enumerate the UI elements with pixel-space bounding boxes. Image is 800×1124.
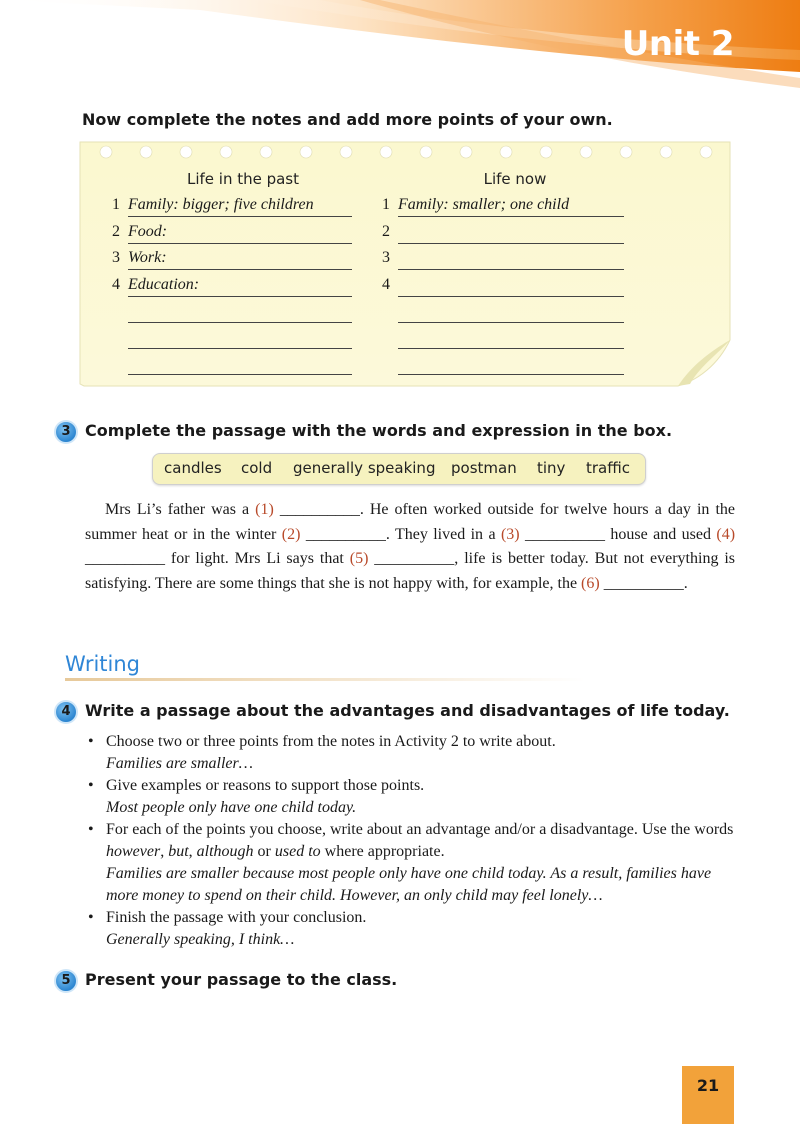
row-number: 3 — [112, 249, 120, 266]
passage-text: __________ house and used — [519, 525, 717, 543]
row-number: 1 — [112, 196, 120, 213]
past-row-text: Food: — [128, 223, 352, 244]
bullet-dot-icon: • — [88, 821, 94, 838]
past-blank-line — [112, 302, 372, 324]
row-number: 2 — [382, 223, 390, 240]
separator: , — [188, 843, 197, 860]
blank-line — [398, 328, 624, 349]
bullet-text-part: where appropriate. — [320, 843, 445, 860]
bullet-example: Generally speaking, I think… — [106, 931, 295, 948]
past-blank-line — [112, 354, 372, 376]
activity-3-instruction: Complete the passage with the words and expression in the box. — [85, 421, 673, 440]
passage-text: __________. — [599, 574, 688, 592]
row-number: 4 — [382, 276, 390, 293]
bullet-text: Give examples or reasons to support those points. — [106, 777, 425, 794]
activity-3-passage — [85, 498, 735, 596]
bullet-item — [88, 775, 738, 819]
row-number: 4 — [112, 276, 120, 293]
now-row — [382, 196, 642, 218]
bullet-item — [88, 907, 738, 951]
bullet-text: Choose two or three points from the notes in Activity 2 to write about. — [106, 733, 556, 750]
past-row — [112, 196, 372, 218]
bullet-example: Families are smaller because most people only have one child today. As a result, families have more money to spend on their child. However, an only child may feel lonely… — [106, 865, 712, 904]
word-item: cold — [241, 459, 273, 477]
notes-paper — [78, 140, 734, 388]
passage-text: __________ for light. Mrs Li says that — [85, 550, 350, 567]
word-item: generally speaking — [293, 459, 436, 477]
blank-number: (1) — [255, 501, 274, 518]
blank-line — [128, 354, 352, 375]
bullet-dot-icon: • — [88, 733, 94, 750]
blank-number: (4) — [716, 525, 736, 543]
now-row — [382, 223, 642, 245]
notes-instruction: Now complete the notes and add more points of your own. — [82, 110, 613, 129]
past-row — [112, 223, 372, 245]
passage-text: __________, life is better today. But not everything is satisfying. There are some things that she is not happy with, for example, the — [85, 550, 735, 592]
blank-number: (5) — [349, 550, 369, 567]
past-row-text: Education: — [128, 276, 352, 297]
past-blank-line — [112, 328, 372, 350]
bullet-text — [106, 819, 738, 863]
blank-number: (3) — [500, 525, 520, 543]
bullet-item — [88, 819, 738, 907]
word-box — [152, 453, 646, 485]
word-item: candles — [164, 459, 222, 477]
past-heading: Life in the past — [186, 170, 300, 188]
now-row-text — [398, 276, 624, 297]
now-blank-line — [382, 328, 642, 350]
bullet-example: Families are smaller… — [106, 755, 253, 772]
now-row — [382, 249, 642, 271]
passage-text: __________. He often worked outside for twelve hours a day in the summer heat or in the winter — [85, 501, 735, 543]
now-row-text — [398, 223, 624, 244]
bullet-text: Finish the passage with your conclusion. — [106, 909, 367, 926]
activity-4-badge: 4 — [54, 700, 78, 724]
activity-3-badge: 3 — [54, 420, 78, 444]
bullet-example: Most people only have one child today. — [106, 799, 357, 816]
activity-4-instruction: Write a passage about the advantages and disadvantages of life today. — [85, 701, 730, 720]
bullet-dot-icon: • — [88, 909, 94, 926]
header-band — [0, 0, 800, 95]
now-row-text: Family: smaller; one child — [398, 196, 624, 217]
keyword: although — [196, 843, 254, 860]
bullet-item — [88, 731, 738, 775]
keyword: however — [106, 843, 161, 860]
word-item: postman — [451, 459, 517, 477]
keyword: used to — [274, 843, 321, 860]
word-item: tiny — [537, 459, 566, 477]
separator: or — [253, 843, 275, 860]
blank-number: (2) — [281, 525, 301, 543]
now-row-text — [398, 249, 624, 270]
page-number: 21 — [696, 1076, 720, 1095]
past-row — [112, 249, 372, 271]
past-row-text: Family: bigger; five children — [128, 196, 352, 217]
row-number: 1 — [382, 196, 390, 213]
blank-number: (6) — [581, 574, 600, 592]
activity-5-instruction: Present your passage to the class. — [85, 970, 398, 989]
keyword: but — [168, 843, 189, 860]
unit-title: Unit 2 — [621, 24, 734, 64]
past-row-text: Work: — [128, 249, 352, 270]
passage-text: Mrs Li’s father was a — [105, 501, 256, 518]
past-row — [112, 276, 372, 298]
blank-line — [398, 302, 624, 323]
row-number: 3 — [382, 249, 390, 266]
blank-line — [128, 328, 352, 349]
separator: , — [160, 843, 169, 860]
row-number: 2 — [112, 223, 120, 240]
page-number-box — [682, 1066, 734, 1124]
now-row — [382, 276, 642, 298]
bullet-dot-icon: • — [88, 777, 94, 794]
now-heading: Life now — [483, 170, 547, 188]
writing-divider — [65, 678, 585, 681]
now-blank-line — [382, 302, 642, 324]
writing-heading: Writing — [65, 652, 140, 676]
word-item: traffic — [586, 459, 630, 477]
passage-text: __________. They lived in a — [300, 525, 501, 543]
activity-5-badge: 5 — [54, 969, 78, 993]
blank-line — [398, 354, 624, 375]
blank-line — [128, 302, 352, 323]
activity-4-bullets — [88, 731, 738, 951]
bullet-text-part: For each of the points you choose, write about an advantage and/or a disadvantage. Use the words — [106, 821, 734, 838]
now-blank-line — [382, 354, 642, 376]
